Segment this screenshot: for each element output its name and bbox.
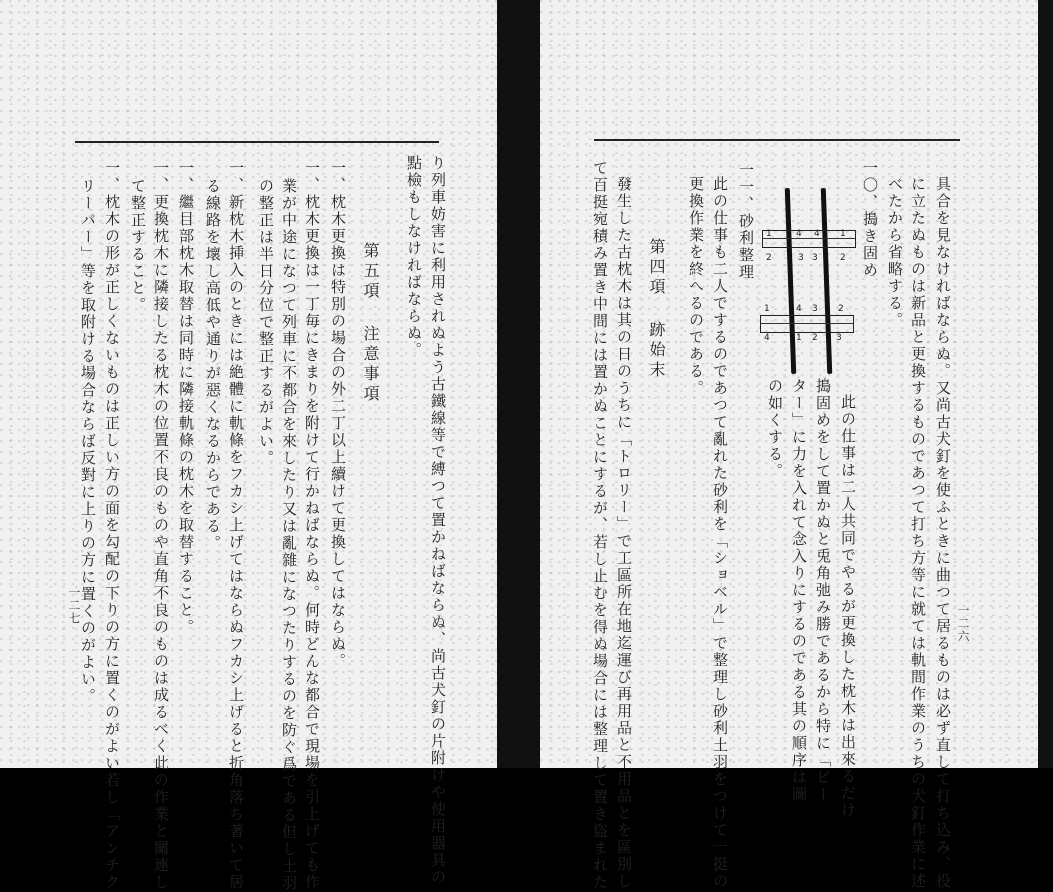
- text-column: 此の仕事も二人でするのであつて亂れた砂利を「ショベル」で整理し砂利土羽をつけて一挺の: [711, 176, 729, 890]
- text-column: の整正は半日分位で整正するがよい。: [257, 178, 275, 467]
- text-column: ター」に力を入れて念入りにするのである其の順序は圖: [790, 378, 808, 803]
- tamping-order-number: 1: [840, 229, 846, 239]
- tamping-order-number: 2: [766, 253, 772, 263]
- text-column: べたから省略する。: [886, 176, 904, 329]
- tamping-order-number: 2: [838, 304, 844, 314]
- section-heading: 第五項 注意事項: [361, 242, 380, 405]
- text-column: に立たぬものは新品と更換するものであつて打ち方等に就ては軌間作業のうちの犬釘作業に述: [909, 176, 927, 890]
- text-column: 一、新枕木挿入のときには絶體に軌條をフカシ上げてはならぬフカシ上げると折角落ち著いて居: [227, 160, 245, 891]
- text-column: る線路を壞し高低や通りが惡くなるからである。: [204, 178, 222, 552]
- text-column: 搗固めをして置かぬと兎角弛み勝であるから特に「ビー: [814, 378, 832, 803]
- text-column: 發生した古枕木は其の日のうちに「トロリー」で工區所在地迄運び再用品と不用品とを區別し: [615, 176, 633, 890]
- tamping-order-number: 4: [814, 229, 820, 239]
- text-column: の如くする。: [766, 378, 784, 480]
- section-heading: 一一、砂利整理: [737, 162, 755, 281]
- sleeper-centerline: [760, 323, 854, 324]
- tamping-order-number: 4: [796, 304, 802, 314]
- right-header-rule: [594, 139, 960, 141]
- text-column: て整正すること。: [129, 178, 147, 314]
- text-column: て百挺宛積み置き中間には置かぬことにするが、若し止むを得ぬ場合には整理して置き盜まれた: [591, 160, 609, 891]
- tamping-order-number: 3: [812, 304, 818, 314]
- tamping-order-number: 1: [764, 304, 770, 314]
- tamping-order-number: 3: [836, 333, 842, 343]
- text-column: 業が中途になつて列車に不都合を來したり又は亂雜になつたりするのを防ぐ爲である但し土羽: [280, 178, 298, 892]
- tamping-order-figure: [756, 188, 862, 374]
- text-column: 具合を見なければならぬ。又尚古犬釘を使ふときに曲つて居るものは必ず直して打ち込み、役: [934, 176, 952, 890]
- tamping-order-number: 3: [798, 253, 804, 263]
- tamping-order-number: 3: [812, 253, 818, 263]
- text-column: 一、枕木の形が正しくないものは正しい方の面を勾配の下りの方に置くのがよい若し「アンチク: [103, 160, 121, 891]
- tamping-order-number: 2: [840, 253, 846, 263]
- left-page: [0, 0, 497, 768]
- text-column: 點檢もしなければならぬ。: [405, 155, 423, 359]
- scan-edge: [1038, 0, 1053, 768]
- book-gutter: [497, 0, 540, 768]
- tamping-order-number: 4: [764, 333, 770, 343]
- tamping-order-number: 4: [796, 229, 802, 239]
- text-column: 一、枕木更換は特別の場合の外二丁以上續けて更換してはならぬ。: [329, 160, 347, 670]
- section-heading: 第四項 跡始末: [647, 238, 666, 381]
- text-column: り列車妨害に利用されぬよう古鐵線等で縛つて置かねばならぬ、尚古犬釘の片附けや使用器具の: [429, 155, 447, 886]
- rail-left: [785, 188, 796, 374]
- rail-right: [821, 188, 832, 374]
- tamping-order-number: 1: [766, 229, 772, 239]
- section-heading: 一〇、搗き固め: [861, 160, 879, 279]
- text-column: 此の仕事は二人共同でやるが更換した枕木は出來るだけ: [839, 394, 857, 819]
- text-column: リーパー」等を取附ける場合ならば反對に上りの方に置くのがよい。: [79, 178, 97, 705]
- text-column: 一、更換枕木に隣接したる枕木の位置不良のものや直角不良のものは成るべく此の作業と關連し: [152, 160, 170, 891]
- left-header-rule: [75, 141, 439, 143]
- page-number: 一二七: [67, 586, 81, 625]
- page-number: 一二六: [956, 604, 970, 643]
- tamping-order-number: 2: [812, 333, 818, 343]
- text-column: 一、繼目部枕木取替は同時に隣接軌條の枕木を取替すること。: [177, 160, 195, 636]
- text-column: 一、枕木更換は一丁毎にきまりを附けて行かねばならぬ。何時どんな都合で現場を引上げても作: [303, 160, 321, 891]
- text-column: 更換作業を終へるのである。: [687, 176, 705, 397]
- sleeper-lower: [760, 315, 854, 333]
- tamping-order-number: 1: [796, 333, 802, 343]
